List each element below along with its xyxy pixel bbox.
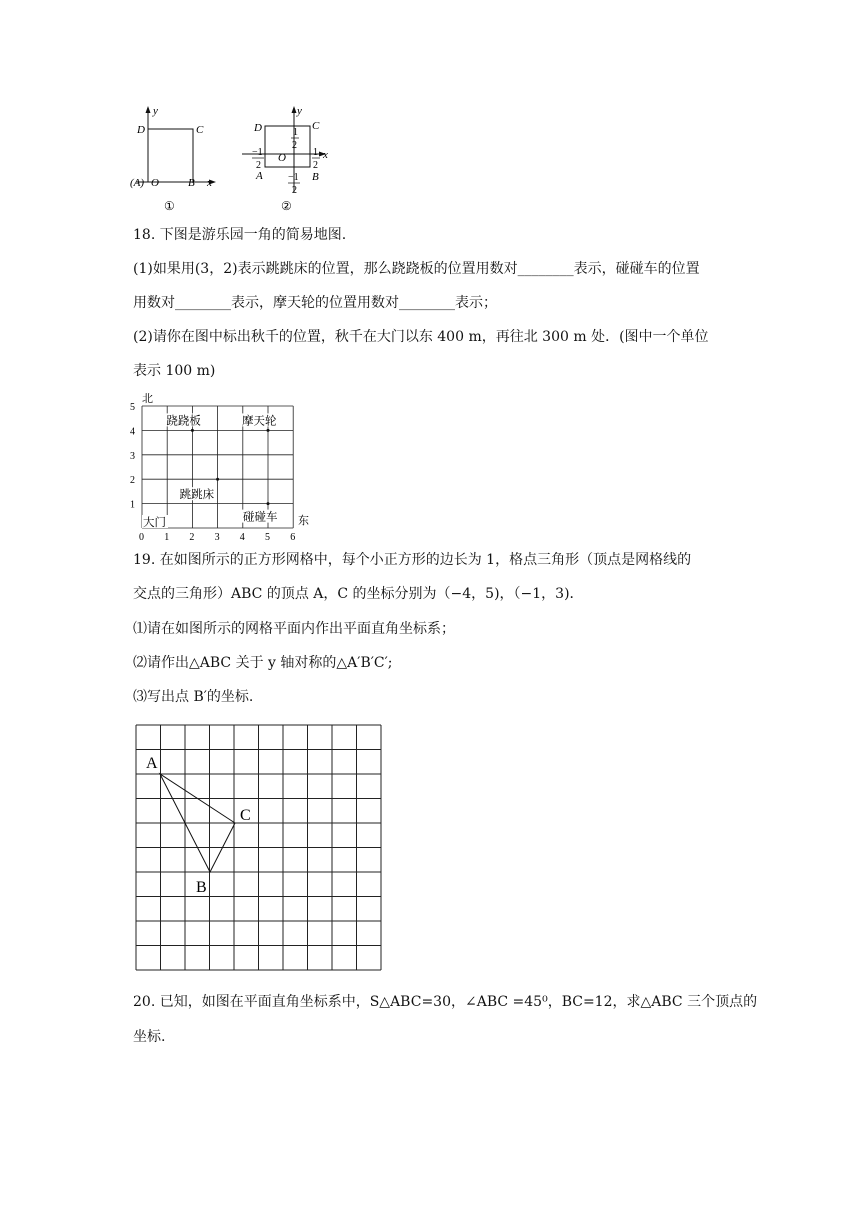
- q20-line2: 坐标.: [133, 1029, 166, 1045]
- map-place-label: 摩天轮: [242, 415, 277, 428]
- q18-part2-line2: 表示 100 m): [133, 363, 216, 379]
- q18-part1-line1: (1)如果用(3，2)表示跳跳床的位置，那么跷跷板的位置用数对________表示，碰碰车的位置: [133, 261, 700, 277]
- q19-step2: ⑵请作出△ABC 关于 y 轴对称的△A′B′C′;: [133, 655, 393, 671]
- fig1-d-label: D: [137, 124, 145, 136]
- map-x-tick: 3: [214, 532, 220, 540]
- q19-step3: ⑶写出点 B′的坐标.: [133, 689, 254, 705]
- square-grid-abc: [130, 718, 390, 978]
- fig2-half-bottom-den: 2: [292, 185, 297, 196]
- fig17-diagram-2: [236, 100, 346, 215]
- fig1-b-label: B: [188, 177, 195, 189]
- fig2-a-label: A: [256, 170, 263, 182]
- map-y-tick: 2: [130, 475, 135, 487]
- fig2-o-label: O: [278, 152, 286, 164]
- vertex-b-label: B: [196, 879, 207, 896]
- map-place-dot: [267, 429, 270, 432]
- map-x-tick: 5: [265, 532, 270, 540]
- map-x-tick: 6: [290, 532, 296, 540]
- map-x-tick: 0: [139, 532, 144, 540]
- map-east-label: 东: [298, 515, 309, 527]
- map-y-tick: 1: [130, 499, 135, 511]
- q19-step1: ⑴请在如图所示的网格平面内作出平面直角坐标系；: [133, 621, 455, 637]
- amusement-park-map: [126, 390, 326, 540]
- fig2-half-left-num: −1: [252, 147, 263, 158]
- fig1-c-label: C: [196, 124, 204, 136]
- fig2-c-label: C: [312, 120, 320, 132]
- fig2-y-label: y: [297, 105, 302, 117]
- q19-line2: 交点的三角形）ABC 的顶点 A，C 的坐标分别为（−4，5)，（−1，3)．: [133, 586, 584, 602]
- map-place-label: 跳跳床: [179, 489, 215, 502]
- map-x-tick: 4: [239, 532, 245, 540]
- map-place-dot: [216, 478, 219, 481]
- fig2-half-top-num: 1: [293, 127, 298, 138]
- map-place-label: 碰碰车: [243, 511, 278, 524]
- q20-line1: 20. 已知，如图在平面直角坐标系中，S△ABC=30，∠ABC =45⁰，BC=12，求△ABC 三个顶点的: [133, 994, 758, 1010]
- map-y-tick: 4: [130, 426, 135, 438]
- fig2-half-bottom-num: −1: [288, 172, 299, 183]
- fig1-y-label: y: [153, 105, 158, 117]
- map-place-label: 跷跷板: [166, 415, 201, 428]
- fig1-x-label: x: [207, 177, 212, 189]
- q18-part1-line2: 用数对________表示，摩天轮的位置用数对________表示；: [133, 295, 497, 311]
- q19-line1: 19. 在如图所示的正方形网格中，每个小正方形的边长为 1，格点三角形（顶点是网格线的: [133, 552, 692, 568]
- vertex-c-label: C: [240, 807, 251, 824]
- map-north-label: 北: [142, 393, 153, 405]
- q18-part2-line1: (2)请你在图中标出秋千的位置，秋千在大门以东 400 m，再往北 300 m 处．(图中一个单位: [133, 329, 709, 345]
- fig2-half-right-den: 2: [313, 160, 318, 171]
- map-place-dot: [267, 502, 270, 505]
- fig2-half-left-den: 2: [256, 160, 261, 171]
- fig17-diagram-1: [126, 100, 226, 215]
- fig2-caption: ②: [281, 199, 292, 213]
- map-x-tick: 2: [189, 532, 195, 540]
- fig1-o-label: O: [151, 177, 159, 189]
- fig2-d-label: D: [254, 122, 262, 134]
- map-y-tick: 3: [130, 450, 135, 462]
- vertex-a-label: A: [146, 755, 158, 772]
- fig2-x-label: x: [323, 149, 328, 161]
- map-place-label: 大门: [143, 517, 166, 529]
- map-y-tick: 5: [130, 402, 135, 413]
- fig2-half-top-den: 2: [292, 140, 297, 151]
- map-place-dot: [191, 429, 194, 432]
- fig1-a-label: (A): [130, 177, 145, 189]
- fig1-caption: ①: [164, 199, 175, 213]
- q18-title: 18. 下图是游乐园一角的简易地图.: [133, 227, 347, 243]
- map-x-tick: 1: [164, 532, 170, 540]
- fig2-half-right-num: 1: [313, 147, 318, 158]
- fig2-b-label: B: [312, 171, 319, 183]
